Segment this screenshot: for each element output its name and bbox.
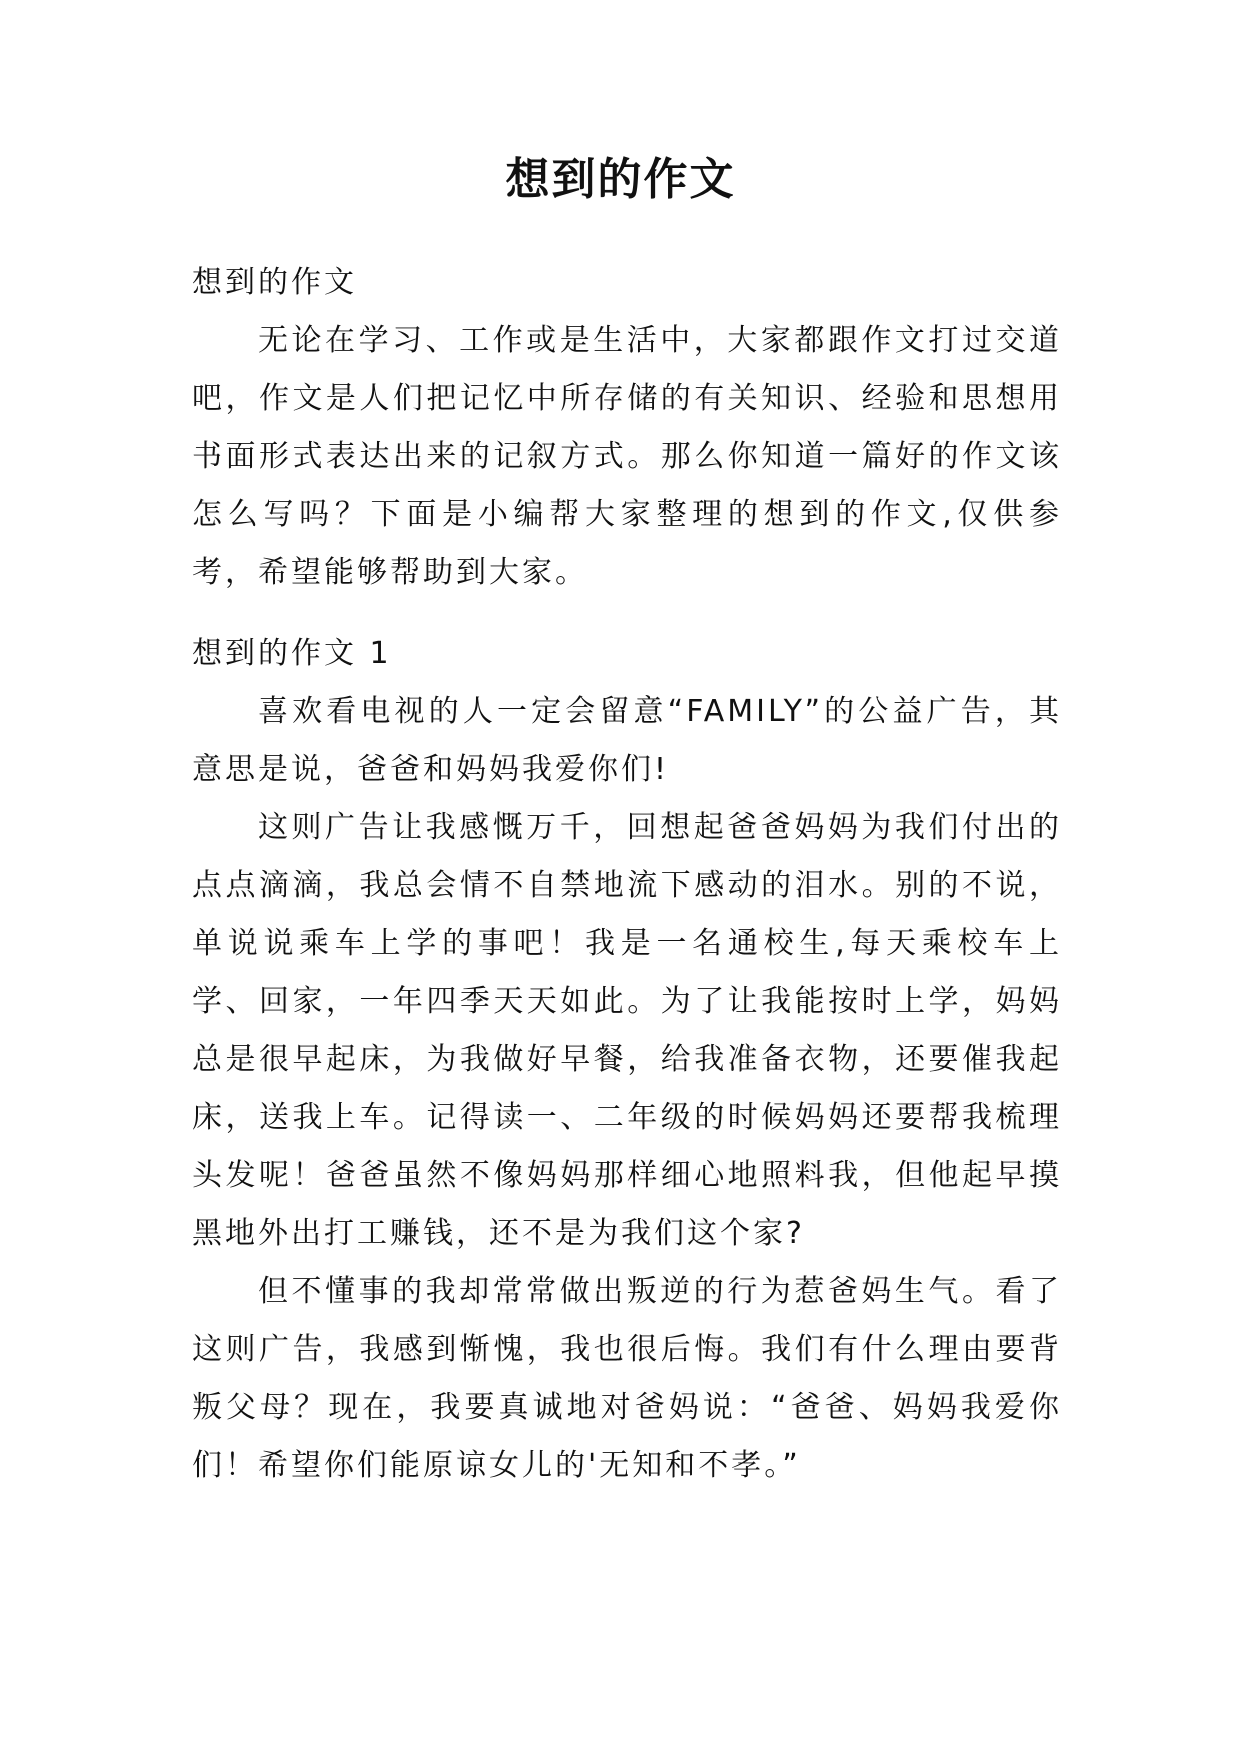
essay1-section [192, 683, 1062, 1495]
essay1-paragraph-3: 但不懂事的我却常常做出叛逆的行为惹爸妈生气。看了这则广告，我感到惭愧，我也很后悔。我们有什么理由要背叛父母？现在，我要真诚地对爸妈说：“爸爸、妈妈我爱你们！希望你们能原谅女儿的'无知和不孝。” [192, 1274, 1062, 1483]
intro-heading: 想到的作文 [192, 265, 357, 300]
essay1-paragraph-2: 这则广告让我感慨万千，回想起爸爸妈妈为我们付出的点点滴滴，我总会情不自禁地流下感动的泪水。别的不说，单说说乘车上学的事吧！我是一名通校生,每天乘校车上学、回家，一年四季天天如此。为了让我能按时上学，妈妈总是很早起床，为我做好早餐，给我准备衣物，还要催我起床，送我上车。记得读一、二年级的时候妈妈还要帮我梳理头发呢！爸爸虽然不像妈妈那样细心地照料我，但他起早摸黑地外出打工赚钱，还不是为我们这个家? [192, 810, 1062, 1251]
intro-paragraph: 无论在学习、工作或是生活中，大家都跟作文打过交道吧，作文是人们把记忆中所存储的有关知识、经验和思想用书面形式表达出来的记叙方式。那么你知道一篇好的作文该怎么写吗？下面是小编帮大家整理的想到的作文,仅供参考，希望能够帮助到大家。 [192, 323, 1062, 590]
essay1-paragraph-1: 喜欢看电视的人一定会留意“FAMILY”的公益广告，其意思是说，爸爸和妈妈我爱你们! [192, 694, 1062, 787]
intro-section [192, 312, 1062, 602]
document-title: 想到的作文 [505, 154, 736, 205]
essay1-heading: 想到的作文 1 [192, 636, 392, 671]
